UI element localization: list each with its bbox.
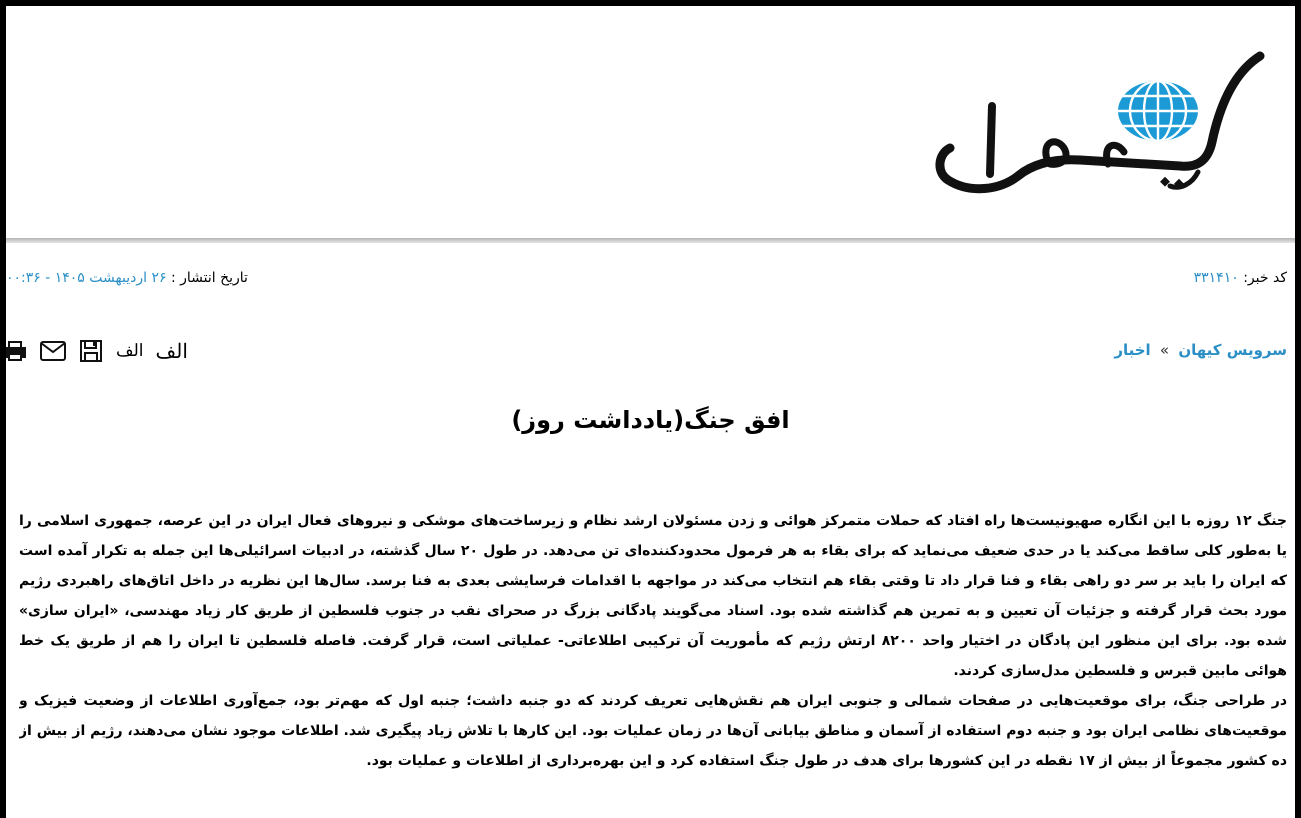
- kayhan-logo-graphic: [930, 44, 1270, 204]
- article-toolbar: [4, 336, 200, 366]
- breadcrumb-separator: »: [1159, 341, 1170, 359]
- news-code-label: کد خبر:: [1243, 270, 1287, 286]
- article-paragraph: جنگ ۱۲ روزه با این انگاره صهیونیست‌ها راه افتاد که حملات متمرکز هوائی و زدن مسئولان ارشد نظام و زیرساخت‌های موشکی و نیروهای فعال ایران در این عرصه، جمهوری اسلامی را یا به‌طور کلی ساقط می‌کند یا در حدی ضعیف می‌نماید که برای بقاء به هر فرمول محدودکننده‌ای تن می‌دهد. در طول ۲۰ سال گذشته، در ادبیات اسرائیلی‌ها این جمله به تکرار آمده است که ایران را باید بر سر دو راهی بقاء و فنا قرار داد تا وقتی بقاء هم انتخاب می‌کند در مواجهه با اقدامات فرسایشی بعدی به فنا برسد. سال‌ها این نظریه در داخل اتاق‌های راهبردی رژیم مورد بحث قرار گرفته و جزئیات آن تعیین و به تمرین هم گذاشته شده بود. اسناد می‌گویند پادگانی بزرگ در صحرای نقب در جنوب فلسطین از طریق کار زیاد مهندسی، «ایران سازی» شده بود. برای این منظور این پادگان در اختیار واحد ۸۲۰۰ ارتش رژیم که مأموریت آن ترکیبی اطلاعاتی- عملیاتی است، قرار گرفت. فاصله فلسطین تا ایران را هم از طریق یک خط هوائی مابین قبرس و فلسطین مدل‌سازی کردند.: [19, 513, 1287, 679]
- email-icon[interactable]: [40, 341, 66, 361]
- kayhan-logo[interactable]: [930, 44, 1270, 204]
- header-divider: [0, 238, 1301, 243]
- print-icon[interactable]: [4, 340, 26, 362]
- font-increase-button[interactable]: الف: [155, 339, 188, 363]
- breadcrumb: [1114, 341, 1287, 359]
- publish-date-label: تاریخ انتشار :: [170, 270, 248, 286]
- article-title: افق جنگ(یادداشت روز): [511, 406, 790, 434]
- save-icon[interactable]: [80, 340, 102, 362]
- news-meta-row: [0, 270, 1301, 294]
- breadcrumb-service-link[interactable]: سرویس کیهان: [1178, 341, 1287, 359]
- font-decrease-button[interactable]: الف: [116, 341, 144, 361]
- publish-date-value: ۲۶ اردیبهشت ۱۴۰۵ - ۰۰:۳۶: [6, 270, 167, 286]
- news-code-value: ۳۳۱۴۱۰: [1193, 270, 1239, 286]
- article-body: [19, 506, 1287, 812]
- site-header: [6, 6, 1295, 238]
- news-code: [1194, 270, 1287, 286]
- publish-date: [6, 270, 248, 286]
- breadcrumb-section-link[interactable]: اخبار: [1114, 341, 1151, 359]
- article-paragraph: در طراحی جنگ، برای موقعیت‌هایی در صفحات شمالی و جنوبی ایران هم نقش‌هایی تعریف کردند که دو جنبه داشت؛ جنبه اول که مهم‌تر بود، جمع‌آوری اطلاعات از وضعیت فیزیک و موقعیت‌های نظامی ایران بود و جنبه دوم استفاده از آسمان و مناطق بیابانی آن‌ها در زمان عملیات بود. این کارها با تلاش زیاد پیگیری شد. اطلاعات موجود نشان می‌دهند، رژیم از بیش از ده کشور مجموعاً از بیش از ۱۷ نقطه در این کشورها برای هدف در طول جنگ استفاده کرد و این بهره‌برداری از اطلاعات و عملیات بود.: [19, 693, 1287, 769]
